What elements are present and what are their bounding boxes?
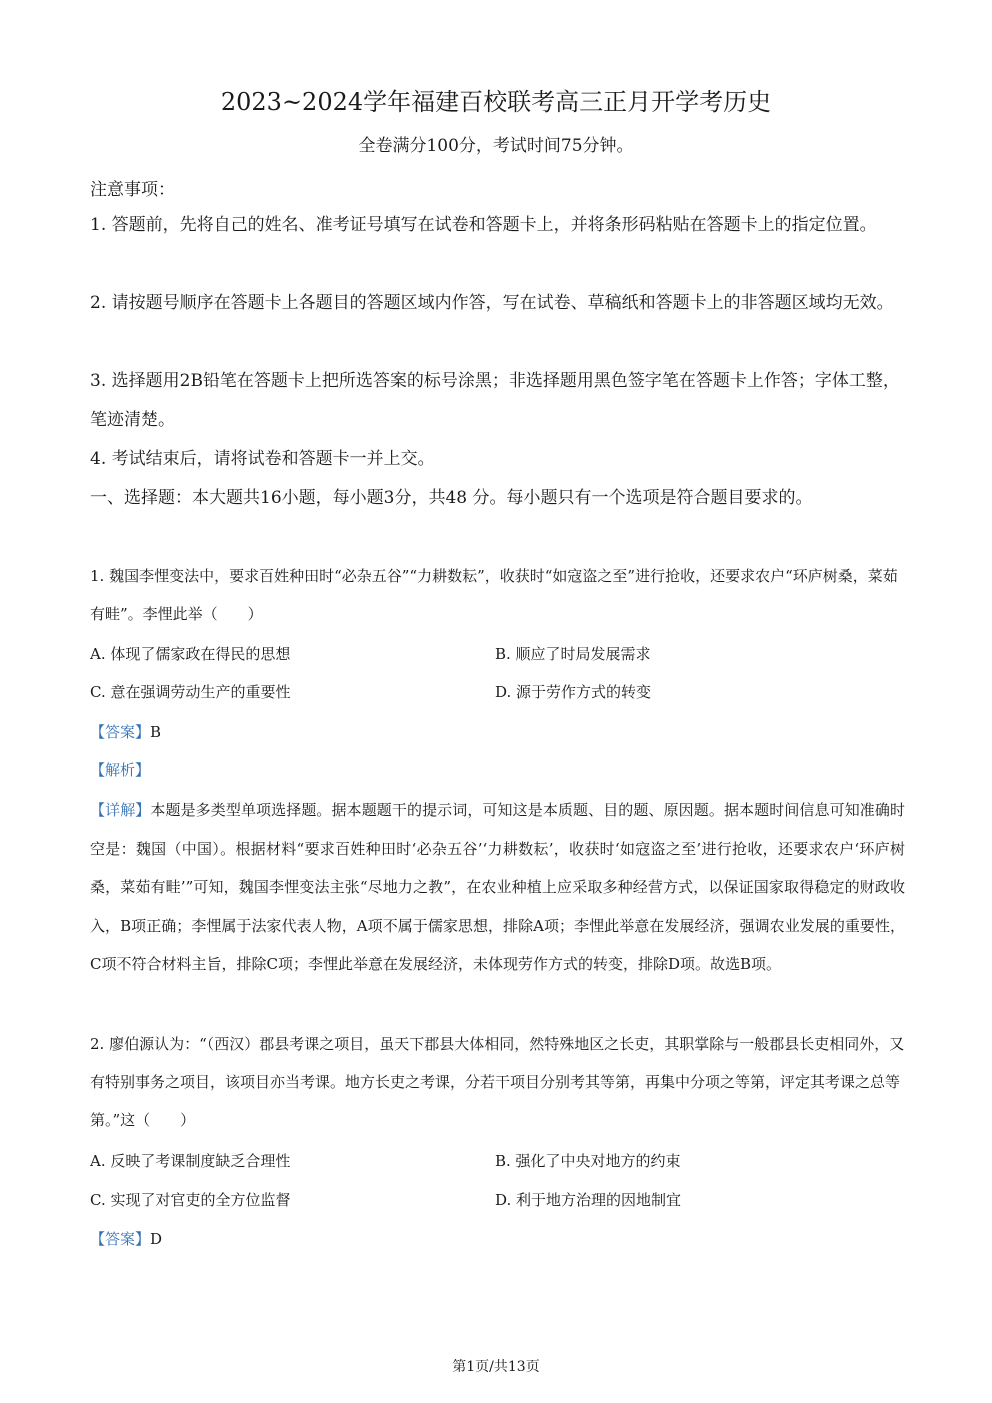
question-2-option-d: D. 利于地方治理的因地制宜 [495,1191,682,1209]
detail-tag: 【详解】 [90,801,151,819]
detail-text: 本题是多类型单项选择题。据本题题干的提示词，可知这是本质题、目的题、原因题。据本题时间信息可知准确时空是：魏国（中国）。根据材料“要求百姓种田时‘必杂五谷’‘力耕数耘’，收获时‘如寇盗之至’进行抢收，还要求农户‘环庐树桑，菜茹有畦’”可知，魏国李悝变法主张“尽地力之教”，在农业种植上应采取多种经营方式，以保证国家取得稳定的财政收入，B项正确；李悝属于法家代表人物，A项不属于儒家思想，排除A项；李悝此举意在发展经济，强调农业发展的重要性，C项不符合材料主旨，排除C项；李悝此举意在发展经济，未体现劳作方式的转变，排除D项。故选B项。 [90,801,905,973]
section-heading: 一、选择题：本大题共16小题，每小题3分，共48 分。每小题只有一个选项是符合题目要求的。 [90,488,813,508]
question-2-answer [90,1220,905,1258]
question-1-option-b: B. 顺应了时局发展需求 [495,645,651,663]
answer-tag: 【答案】 [90,723,151,741]
question-2-option-b: B. 强化了中央对地方的约束 [495,1152,681,1170]
answer-value: B [150,723,162,741]
analysis-tag: 【解析】 [90,761,151,779]
question-1-option-c: C. 意在强调劳动生产的重要性 [90,683,291,701]
exam-subtitle: 全卷满分100分，考试时间75分钟。 [358,136,634,156]
answer-value: D [150,1230,163,1248]
notice-heading: 注意事项： [90,180,175,200]
notice-item-2: 2. 请按题号顺序在答题卡上各题目的答题区域内作答，写在试卷、草稿纸和答题卡上的非答题区域均无效。 [90,293,894,313]
question-2-stem: 2. 廖伯源认为：“（西汉）郡县考课之项目，虽天下郡县大体相同，然特殊地区之长吏，其职掌除与一般郡县长吏相同外，又有特别事务之项目，该项目亦当考课。地方长吏之考课，分若干项目分别考其等第，再集中分项之等第，评定其考课之总等第。”这（ ） [90,1035,905,1129]
question-1-stem: 1. 魏国李悝变法中，要求百姓种田时“必杂五谷”“力耕数耘”，收获时“如寇盗之至”进行抢收，还要求农户“环庐树桑，菜茹有畦”。李悝此举（ ） [90,567,898,623]
notice-item-3: 3. 选择题用2B铅笔在答题卡上把所选答案的标号涂黑；非选择题用黑色签字笔在答题卡上作答；字体工整，笔迹清楚。 [90,371,900,430]
question-2-option-c: C. 实现了对官吏的全方位监督 [90,1191,291,1209]
answer-tag: 【答案】 [90,1230,151,1248]
question-1-option-a: A. 体现了儒家政在得民的思想 [90,645,291,663]
notice-item-4: 4. 考试结束后，请将试卷和答题卡一并上交。 [90,449,435,469]
page-number: 第1页/共13页 [452,1359,540,1375]
question-1-analysis-tag [90,751,905,789]
question-1-answer [90,713,905,751]
exam-title: 2023~2024学年福建百校联考高三正月开学考历史 [220,88,772,116]
question-1-option-d: D. 源于劳作方式的转变 [495,683,652,701]
question-2-option-a: A. 反映了考课制度缺乏合理性 [90,1152,291,1170]
question-1-detail [90,791,905,984]
notice-item-1: 1. 答题前，先将自己的姓名、准考证号填写在试卷和答题卡上，并将条形码粘贴在答题卡上的指定位置。 [90,215,877,235]
